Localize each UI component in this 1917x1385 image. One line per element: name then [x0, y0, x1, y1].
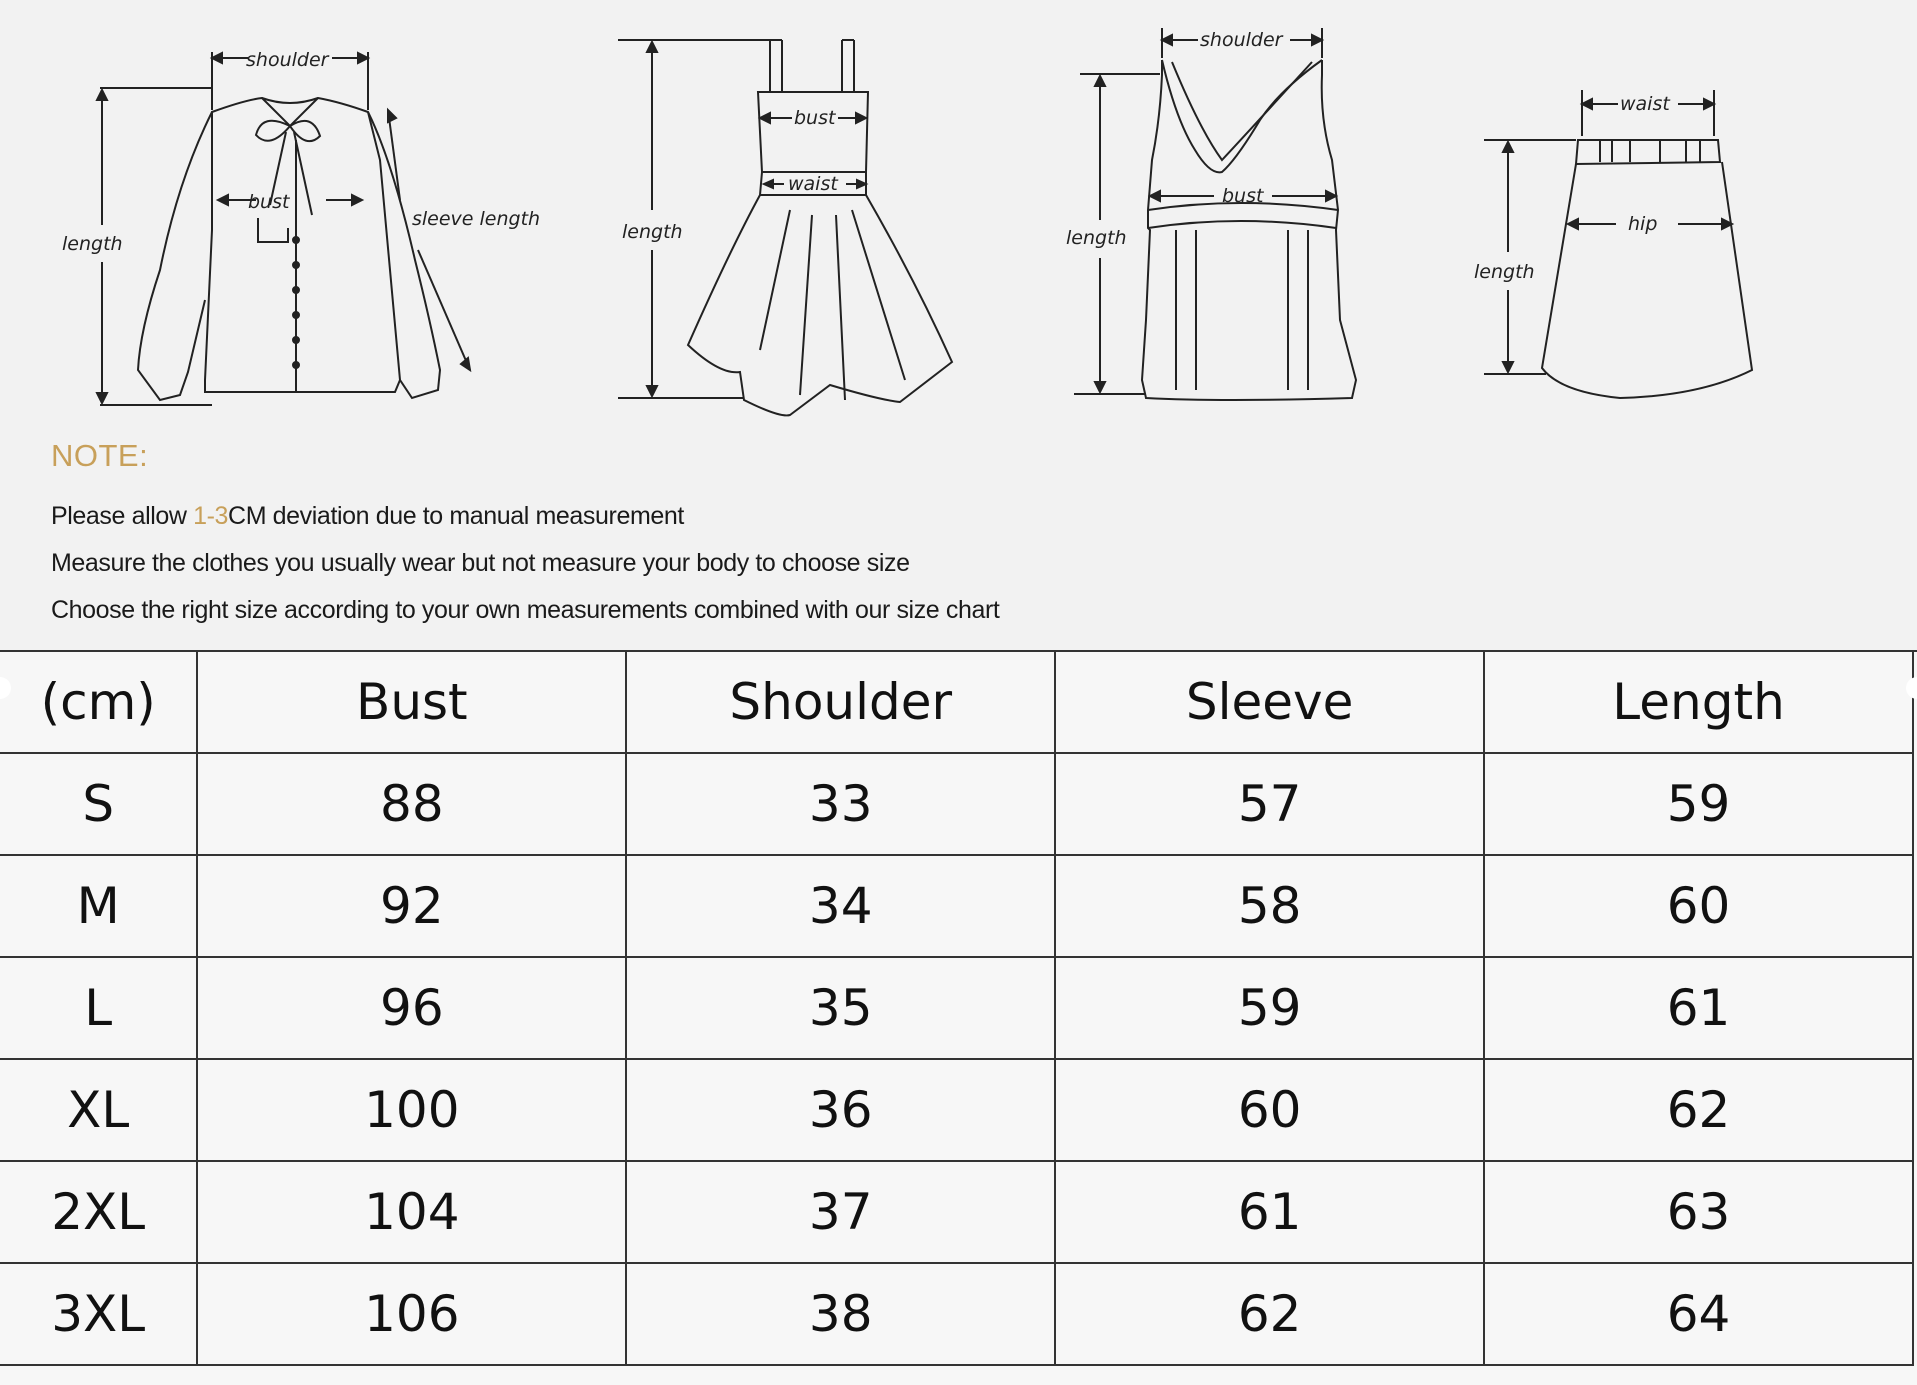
- table-row: [0, 855, 1913, 957]
- note-line-measure-clothes: Measure the clothes you usually wear but not measure your body to choose size: [51, 549, 910, 577]
- sleeve-cell: 59: [1055, 957, 1484, 1059]
- shoulder-cell: 37: [626, 1161, 1055, 1263]
- shoulder-cell: 38: [626, 1263, 1055, 1365]
- sleeve-cell: 62: [1055, 1263, 1484, 1365]
- note-line-deviation-prefix: Please allow: [51, 502, 194, 530]
- note-title: NOTE:: [51, 438, 149, 473]
- table-row: [0, 1059, 1913, 1161]
- length-cell: 62: [1484, 1059, 1913, 1161]
- tank-top-diagram: [1066, 28, 1356, 400]
- length-cell: 61: [1484, 957, 1913, 1059]
- length-cell: 60: [1484, 855, 1913, 957]
- measurement-guide: [0, 0, 1917, 650]
- blouse-shoulder-label: shoulder: [246, 49, 329, 71]
- bust-cell: 106: [197, 1263, 626, 1365]
- tank-length-label: length: [1066, 227, 1127, 249]
- header-sleeve: Sleeve: [1055, 652, 1484, 753]
- bust-cell: 96: [197, 957, 626, 1059]
- table-row: [0, 1263, 1913, 1365]
- shoulder-cell: 36: [626, 1059, 1055, 1161]
- sleeve-cell: 61: [1055, 1161, 1484, 1263]
- blouse-sleeve-length-label: sleeve length: [412, 208, 541, 230]
- shoulder-cell: 35: [626, 957, 1055, 1059]
- size-table: [0, 652, 1914, 1366]
- size-cell: 2XL: [0, 1161, 197, 1263]
- table-row: [0, 1161, 1913, 1263]
- size-cell: L: [0, 957, 197, 1059]
- blouse-bust-label: bust: [248, 191, 290, 213]
- skirt-diagram: [1474, 90, 1752, 398]
- length-cell: 64: [1484, 1263, 1913, 1365]
- table-row: [0, 957, 1913, 1059]
- blouse-diagram: [62, 49, 540, 405]
- size-cell: XL: [0, 1059, 197, 1161]
- header-length: Length: [1484, 652, 1913, 753]
- table-header-row: [0, 652, 1913, 753]
- sleeve-cell: 58: [1055, 855, 1484, 957]
- header-shoulder: Shoulder: [626, 652, 1055, 753]
- tank-shoulder-label: shoulder: [1200, 29, 1283, 51]
- bust-cell: 104: [197, 1161, 626, 1263]
- header-unit: (cm): [0, 652, 197, 753]
- note-line-choose-size: Choose the right size according to your own measurements combined with our size chart: [51, 596, 1000, 624]
- length-cell: 63: [1484, 1161, 1913, 1263]
- note-section: [51, 438, 999, 634]
- size-cell: S: [0, 753, 197, 855]
- length-cell: 59: [1484, 753, 1913, 855]
- shoulder-cell: 33: [626, 753, 1055, 855]
- note-line-deviation: [51, 493, 999, 540]
- bust-cell: 92: [197, 855, 626, 957]
- size-chart: [0, 650, 1917, 1385]
- skirt-waist-label: waist: [1620, 93, 1670, 115]
- dress-waist-label: waist: [788, 173, 838, 195]
- note-deviation-range: 1-3: [193, 502, 229, 530]
- bust-cell: 100: [197, 1059, 626, 1161]
- sleeve-cell: 57: [1055, 753, 1484, 855]
- table-row: [0, 753, 1913, 855]
- size-cell: M: [0, 855, 197, 957]
- shoulder-cell: 34: [626, 855, 1055, 957]
- blouse-length-label: length: [62, 233, 123, 255]
- tank-bust-label: bust: [1222, 185, 1264, 207]
- header-bust: Bust: [197, 652, 626, 753]
- bust-cell: 88: [197, 753, 626, 855]
- dress-length-label: length: [622, 221, 683, 243]
- size-cell: 3XL: [0, 1263, 197, 1365]
- sleeve-cell: 60: [1055, 1059, 1484, 1161]
- dress-diagram: [618, 40, 952, 415]
- skirt-hip-label: hip: [1628, 213, 1658, 235]
- note-line-deviation-suffix: CM deviation due to manual measurement: [228, 502, 684, 530]
- dress-bust-label: bust: [794, 107, 836, 129]
- skirt-length-label: length: [1474, 261, 1535, 283]
